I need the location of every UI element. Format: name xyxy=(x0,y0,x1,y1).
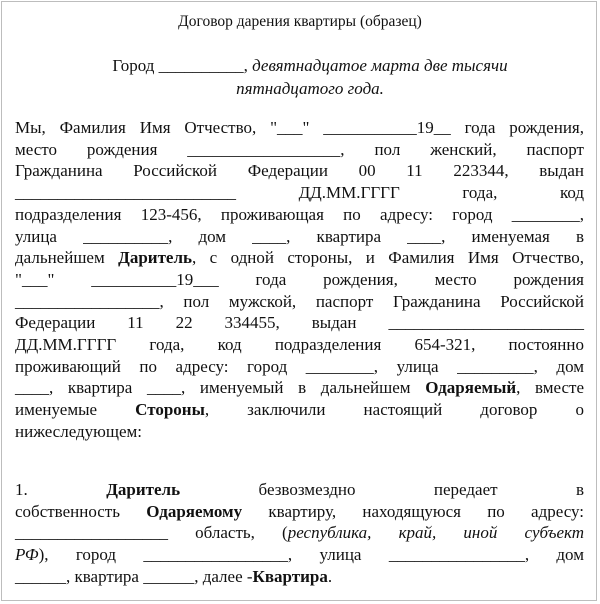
apartment-term: Квартира xyxy=(252,566,328,586)
city-blank: __________, xyxy=(158,56,248,75)
para1-line: "___" __________19___ года рождения, место рождения xyxy=(15,269,584,289)
text: ), город _________________, улица ________________, дом xyxy=(38,545,584,565)
text: дальнейшем xyxy=(15,248,105,268)
para1-line xyxy=(15,377,584,399)
text: ____, квартира ____, именуемый в дальнейшем xyxy=(15,378,411,398)
clause-1-paragraph xyxy=(15,479,584,588)
document-title: Договор дарения квартиры (образец) xyxy=(178,13,422,30)
text: собственность xyxy=(15,501,120,521)
text: , вместе xyxy=(516,378,585,398)
donor-term: Даритель xyxy=(106,480,181,499)
text: , с одной стороны, и Фамилия Имя Отчество, xyxy=(192,248,585,268)
city-date-line xyxy=(80,54,540,100)
text: квартиру, находящуюся по адресу: xyxy=(268,501,585,521)
text: __________________ область, ( xyxy=(15,523,288,543)
para1-line: _________________, пол мужской, паспорт Гражданина Российской xyxy=(15,291,584,311)
text: ______, квартира ______, далее - xyxy=(15,566,253,586)
para1-line: проживающий по адресу: город ________, улица _________, дом xyxy=(15,356,584,376)
para1-line: __________________________ ДД.ММ.ГГГГ года, код xyxy=(15,183,584,203)
region-note: республика, край, иной субъект xyxy=(287,523,584,543)
para2-line xyxy=(15,501,584,523)
para1-line: нижеследующем: xyxy=(15,421,143,441)
text: безвозмездно передает в xyxy=(258,480,585,499)
text: . xyxy=(327,566,333,586)
donee-term: Одаряемый xyxy=(425,378,517,398)
parties-paragraph xyxy=(15,117,584,443)
para2-line xyxy=(15,522,584,544)
para1-line: Федерации 11 22 334455, выдан _______________________ xyxy=(15,313,584,333)
para1-line: подразделения 123-456, проживающая по адресу: город ________, xyxy=(15,204,584,224)
para1-line: место рождения __________________, пол женский, паспорт xyxy=(15,139,584,159)
region-note-end: РФ xyxy=(15,545,39,565)
date-text-part1: девятнадцатое марта две тысячи xyxy=(252,56,508,75)
text: , заключили настоящий договор о xyxy=(204,400,585,420)
clause-number: 1. xyxy=(15,480,28,499)
para2-line xyxy=(15,566,584,588)
para1-line: улица __________, дом ____, квартира ____, именуемая в xyxy=(15,226,584,246)
city-label: Город xyxy=(112,56,155,75)
para2-line xyxy=(15,479,584,501)
parties-term: Стороны xyxy=(135,400,205,420)
para1-line xyxy=(15,399,584,421)
donee-term: Одаряемому xyxy=(146,501,243,521)
donor-term: Даритель xyxy=(118,248,192,268)
para1-line: Мы, Фамилия Имя Отчество, "___" ___________19__ года рождения, xyxy=(15,118,584,137)
para1-line xyxy=(15,247,584,269)
date-text-part2: пятнадцатого года. xyxy=(236,79,384,98)
para1-line: Гражданина Российской Федерации 00 11 223344, выдан xyxy=(15,161,584,181)
text: именуемые xyxy=(15,400,98,420)
para1-line: ДД.ММ.ГГГГ года, код подразделения 654-321, постоянно xyxy=(15,335,584,355)
para2-line xyxy=(15,544,584,566)
